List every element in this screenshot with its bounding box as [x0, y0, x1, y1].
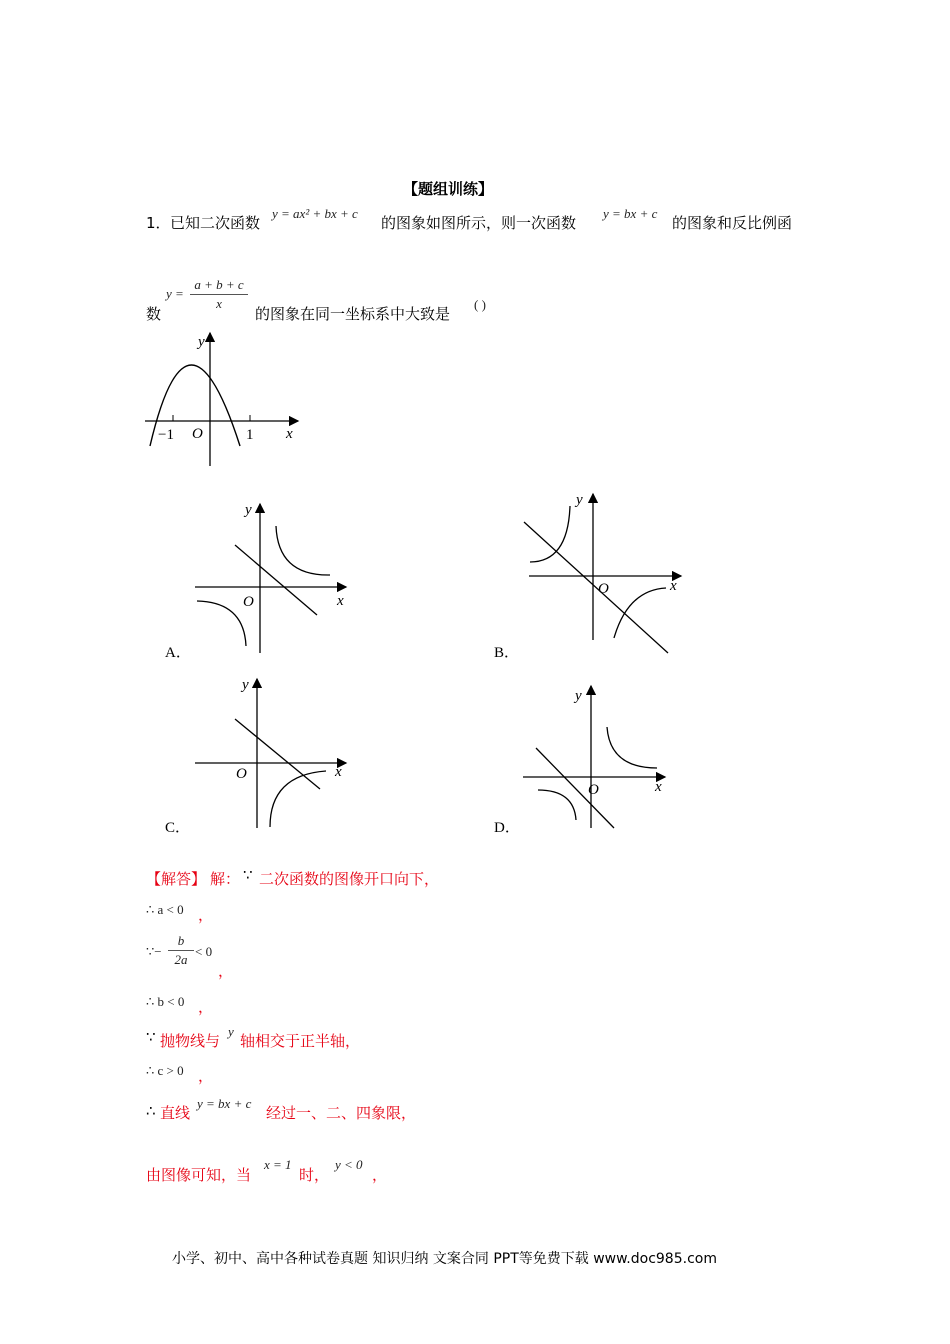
origin-label: O — [236, 766, 247, 782]
option-a-label[interactable]: A． — [165, 645, 191, 661]
answer-line3-suffix: < 0 — [195, 944, 213, 959]
answer-line2-math: ∴ a < 0 — [146, 902, 184, 917]
answer-header: 【解答】 — [146, 870, 207, 888]
option-d-graph[interactable] — [518, 680, 688, 830]
hyperbola-branch-q4 — [270, 771, 326, 827]
answer-line7-b: 直线 — [160, 1104, 191, 1122]
hyperbola-branch-q1 — [607, 727, 657, 768]
hyperbola-branch-q3 — [538, 790, 576, 820]
option-c-graph[interactable] — [190, 673, 360, 833]
inverse-numerator: a + b + c — [190, 276, 248, 295]
answer-line2-punct: ， — [198, 906, 214, 924]
x-label: x — [655, 779, 662, 795]
answer-line3-punct: ， — [218, 962, 234, 980]
y-label: y — [245, 502, 252, 518]
answer-line8-b: 时， — [299, 1166, 330, 1184]
question-number: 1． — [146, 214, 171, 232]
answer-line5-c: 轴相交于正半轴， — [240, 1032, 361, 1050]
x-label: x — [335, 764, 342, 780]
section-title: 【题组训练】 — [403, 180, 494, 198]
option-a-graph[interactable] — [190, 498, 360, 658]
answer-line1-c: 二次函数的图像开口向下， — [259, 870, 440, 888]
equation-quadratic: y = ax² + bx + c — [272, 206, 358, 221]
tick-one: 1 — [246, 427, 254, 443]
answer-line7-c: 经过一、二、四象限， — [266, 1104, 417, 1122]
equation-inverse-lhs: y = — [166, 286, 184, 301]
answer-line8-c: ， — [372, 1166, 388, 1184]
answer-blank: ( ) — [474, 297, 486, 312]
question-text-5: 的图象在同一坐标系中大致是 — [255, 305, 451, 323]
y-label: y — [576, 492, 583, 508]
line-graph — [524, 522, 668, 653]
inverse-denominator: x — [216, 296, 222, 311]
parabola-figure — [140, 328, 310, 473]
y-label: y — [575, 688, 582, 704]
tick-neg-one: −1 — [158, 427, 174, 443]
option-b-graph[interactable] — [518, 488, 688, 658]
origin-label: O — [588, 782, 599, 798]
origin-label: O — [243, 594, 254, 610]
answer-line3-prefix: ∵− — [146, 944, 162, 959]
answer-line4-math: ∴ b < 0 — [146, 994, 185, 1009]
answer-line6-math: ∴ c > 0 — [146, 1063, 184, 1078]
origin-label: O — [598, 581, 609, 597]
y-label: y — [242, 677, 249, 693]
answer-line8-eq2: y < 0 — [335, 1157, 363, 1172]
answer-line8-eq1: x = 1 — [264, 1157, 292, 1172]
answer-line4-punct: ， — [198, 998, 214, 1016]
origin-label: O — [192, 426, 203, 442]
x-axis-label: x — [286, 426, 293, 442]
page-footer: 小学、初中、高中各种试卷真题 知识归纳 文案合同 PPT等免费下载 www.doc985.com — [172, 1251, 717, 1267]
hyperbola-branch-q4 — [614, 588, 666, 638]
answer-line1-because: ∵ — [243, 866, 253, 884]
hyperbola-branch-q3 — [197, 601, 246, 646]
option-d-label[interactable]: D． — [494, 820, 520, 836]
option-c-label[interactable]: C． — [165, 820, 191, 836]
answer-line7-equation: y = bx + c — [197, 1096, 252, 1111]
answer-line5-because: ∵ — [146, 1028, 156, 1046]
fraction-numerator: b — [168, 932, 194, 951]
answer-line5-b: 抛物线与 — [160, 1032, 221, 1050]
answer-line1-a: 解： — [210, 870, 241, 888]
answer-line6-punct: ， — [198, 1067, 214, 1085]
equation-linear: y = bx + c — [603, 206, 658, 221]
y-axis-label: y — [198, 334, 205, 350]
question-text-3: 的图象和反比例函 — [672, 214, 793, 232]
x-label: x — [670, 578, 677, 594]
question-text-2: 的图象如图所示，则一次函数 — [381, 214, 577, 232]
answer-line7-therefore: ∴ — [146, 1102, 156, 1120]
fraction-denominator: 2a — [174, 952, 188, 967]
equation-inverse-fraction — [190, 276, 248, 313]
answer-line8-a: 由图像可知，当 — [146, 1166, 252, 1184]
answer-line3-fraction — [168, 932, 194, 969]
question-text-1: 已知二次函数 — [170, 214, 261, 232]
line-graph — [235, 719, 320, 789]
question-text-4: 数 — [146, 305, 162, 323]
option-b-label[interactable]: B． — [494, 645, 520, 661]
hyperbola-branch-q2 — [530, 506, 570, 562]
hyperbola-branch-q1 — [276, 526, 330, 575]
x-label: x — [337, 593, 344, 609]
answer-line5-y: y — [228, 1024, 234, 1039]
